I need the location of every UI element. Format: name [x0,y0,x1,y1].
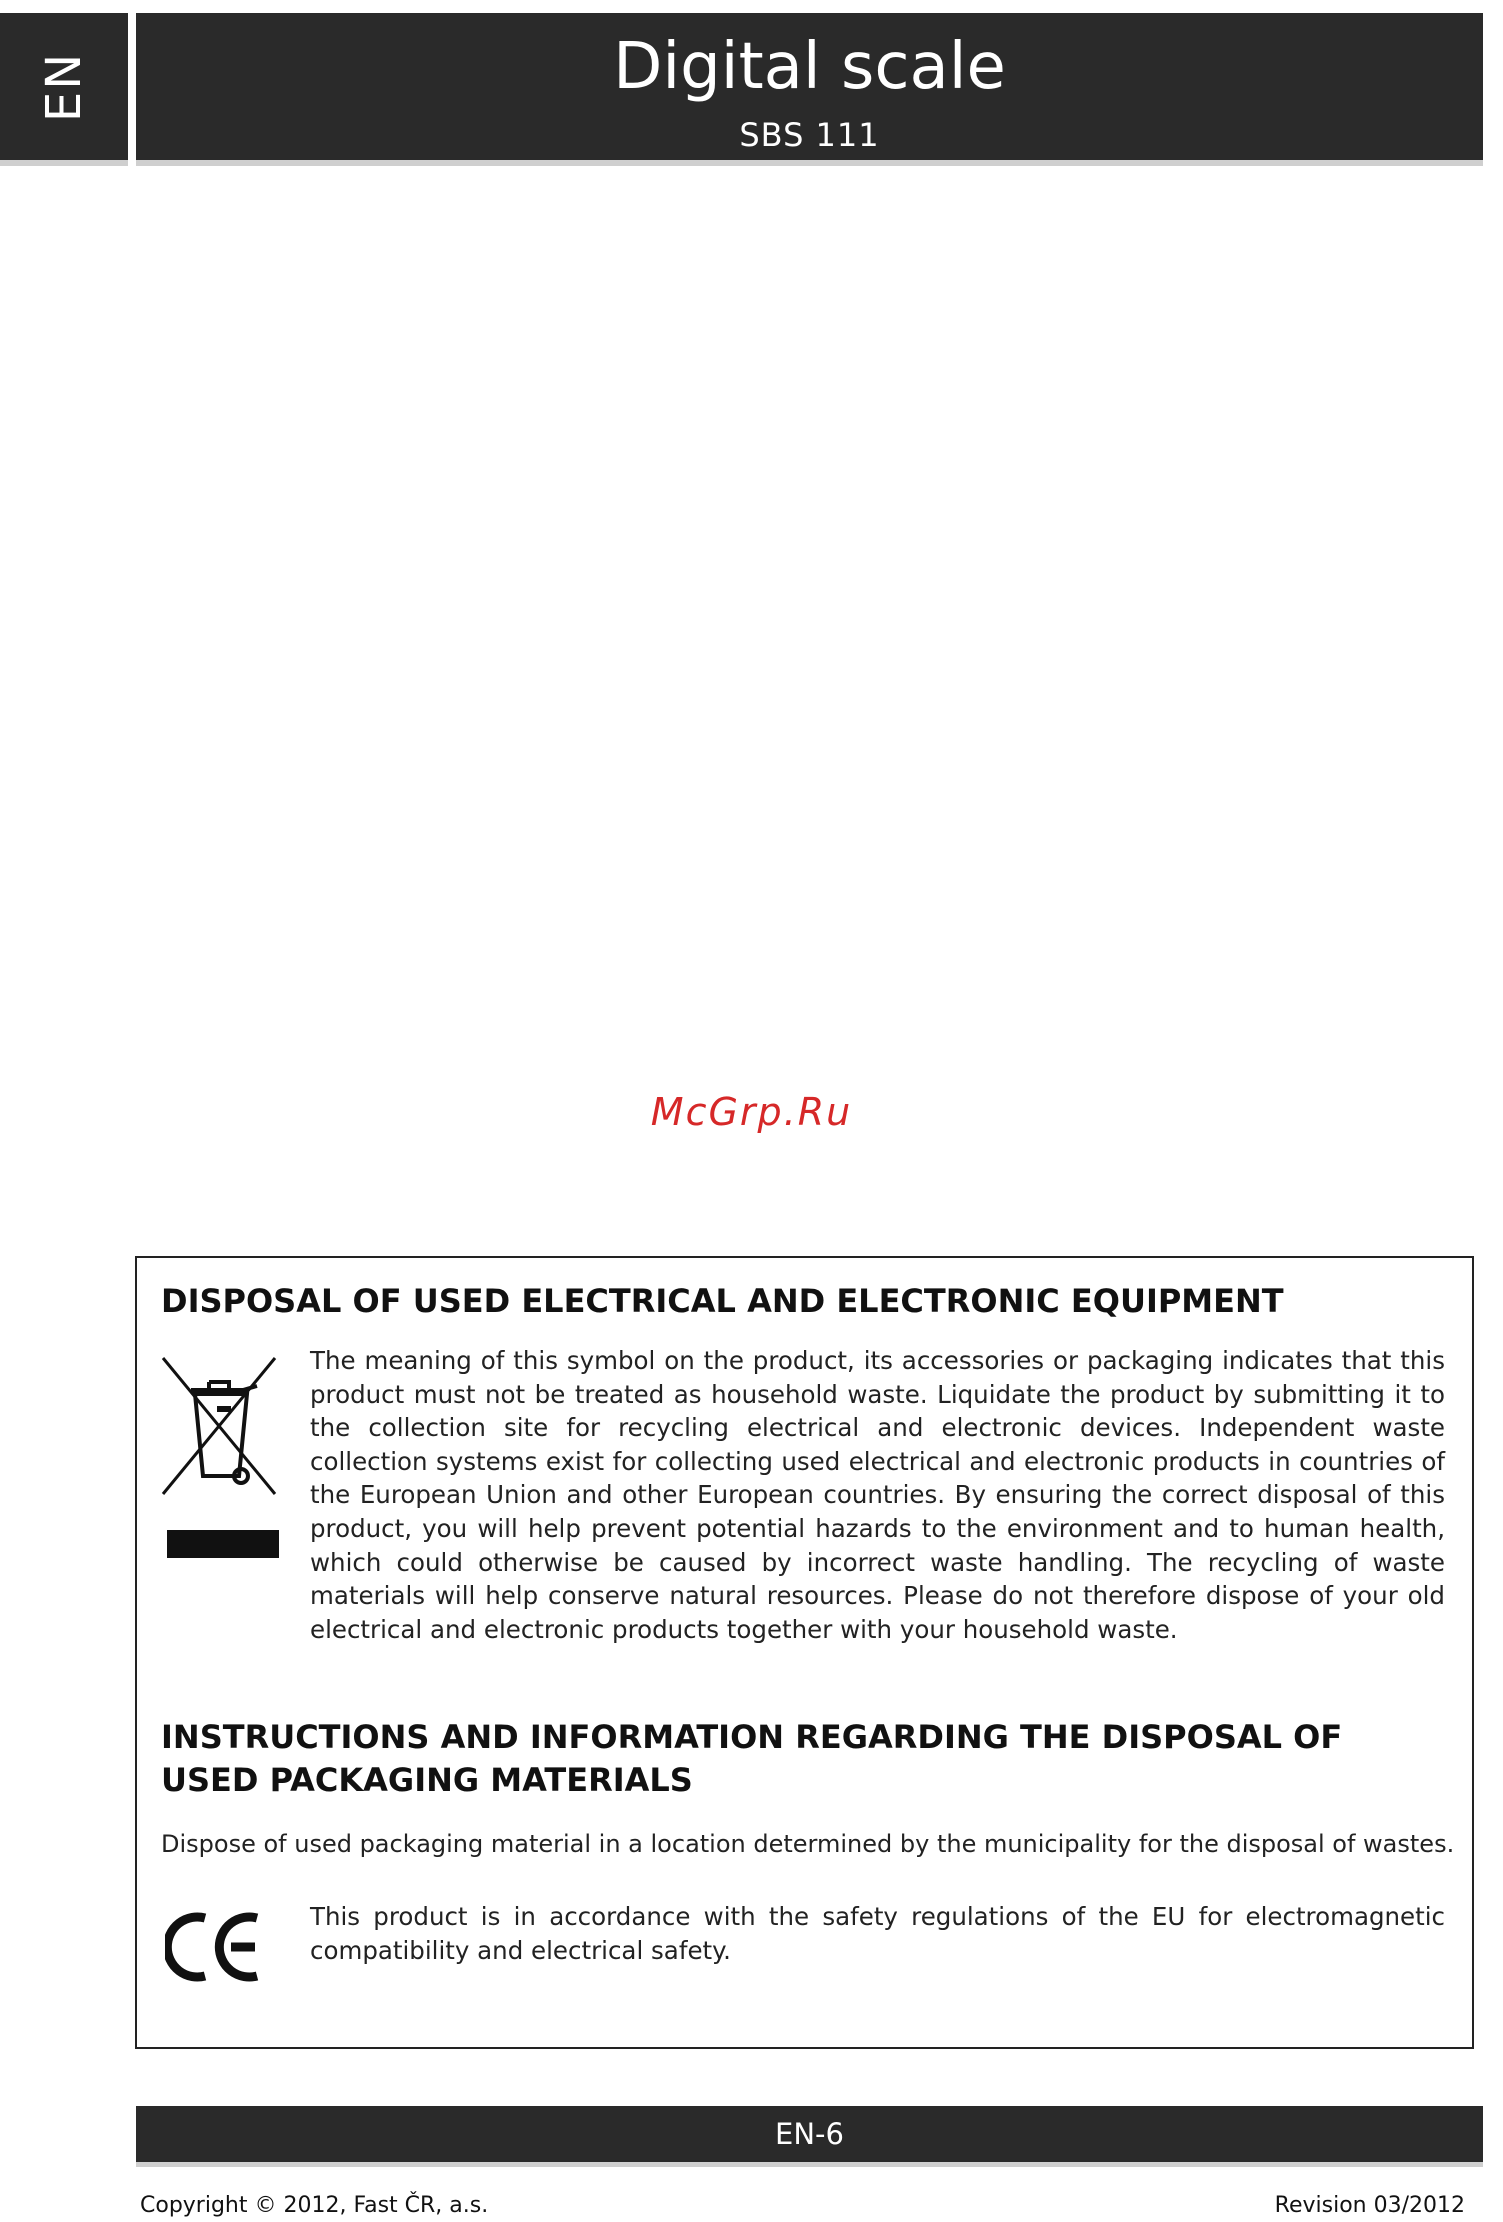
page-number: EN-6 [775,2117,844,2151]
ce-mark-icon [165,1912,263,1982]
revision: Revision 03/2012 [1274,2193,1465,2218]
ce-text: This product is in accordance with the safety regulations of the EU for electromagnetic compatibility and electrical safety. [310,1902,1445,1965]
copyright: Copyright © 2012, Fast ČR, a.s. [140,2193,489,2218]
language-tab [0,13,128,160]
document-title: Digital scale [613,30,1006,104]
page-number-bar [136,2106,1483,2162]
language-label: EN [35,51,92,122]
disposal-info-box [135,1256,1474,2049]
disposal-heading: DISPOSAL OF USED ELECTRICAL AND ELECTRONIC EQUIPMENT [161,1282,1284,1320]
disposal-text: The meaning of this symbol on the product, its accessories or packaging indicates that this product must not be treated as household waste. Liquidate the product by submitting it to the collection site for recycling electrical and electronic devices. Independent waste collection systems exist for collecting used electrical and electronic products in countries of the European Union and other European countries. By ensuring the correct disposal of this product, you will help prevent potential hazards to the environment and to human health, which could otherwise be caused by incorrect waste handling. The recycling of waste materials will help conserve natural resources. Please do not therefore dispose of your old electrical and electronic products together with your household waste. [310,1346,1445,1644]
title-bar [136,13,1483,160]
packaging-text: Dispose of used packaging material in a location determined by the municipality for the disposal of wastes. [161,1830,1455,1858]
model-number: SBS 111 [739,116,880,154]
watermark: McGrp.Ru [650,1090,853,1134]
packaging-heading: INSTRUCTIONS AND INFORMATION REGARDING THE DISPOSAL OF USED PACKAGING MATERIALS [161,1718,1343,1799]
crossed-out-wheelie-bin-icon [157,1350,281,1560]
